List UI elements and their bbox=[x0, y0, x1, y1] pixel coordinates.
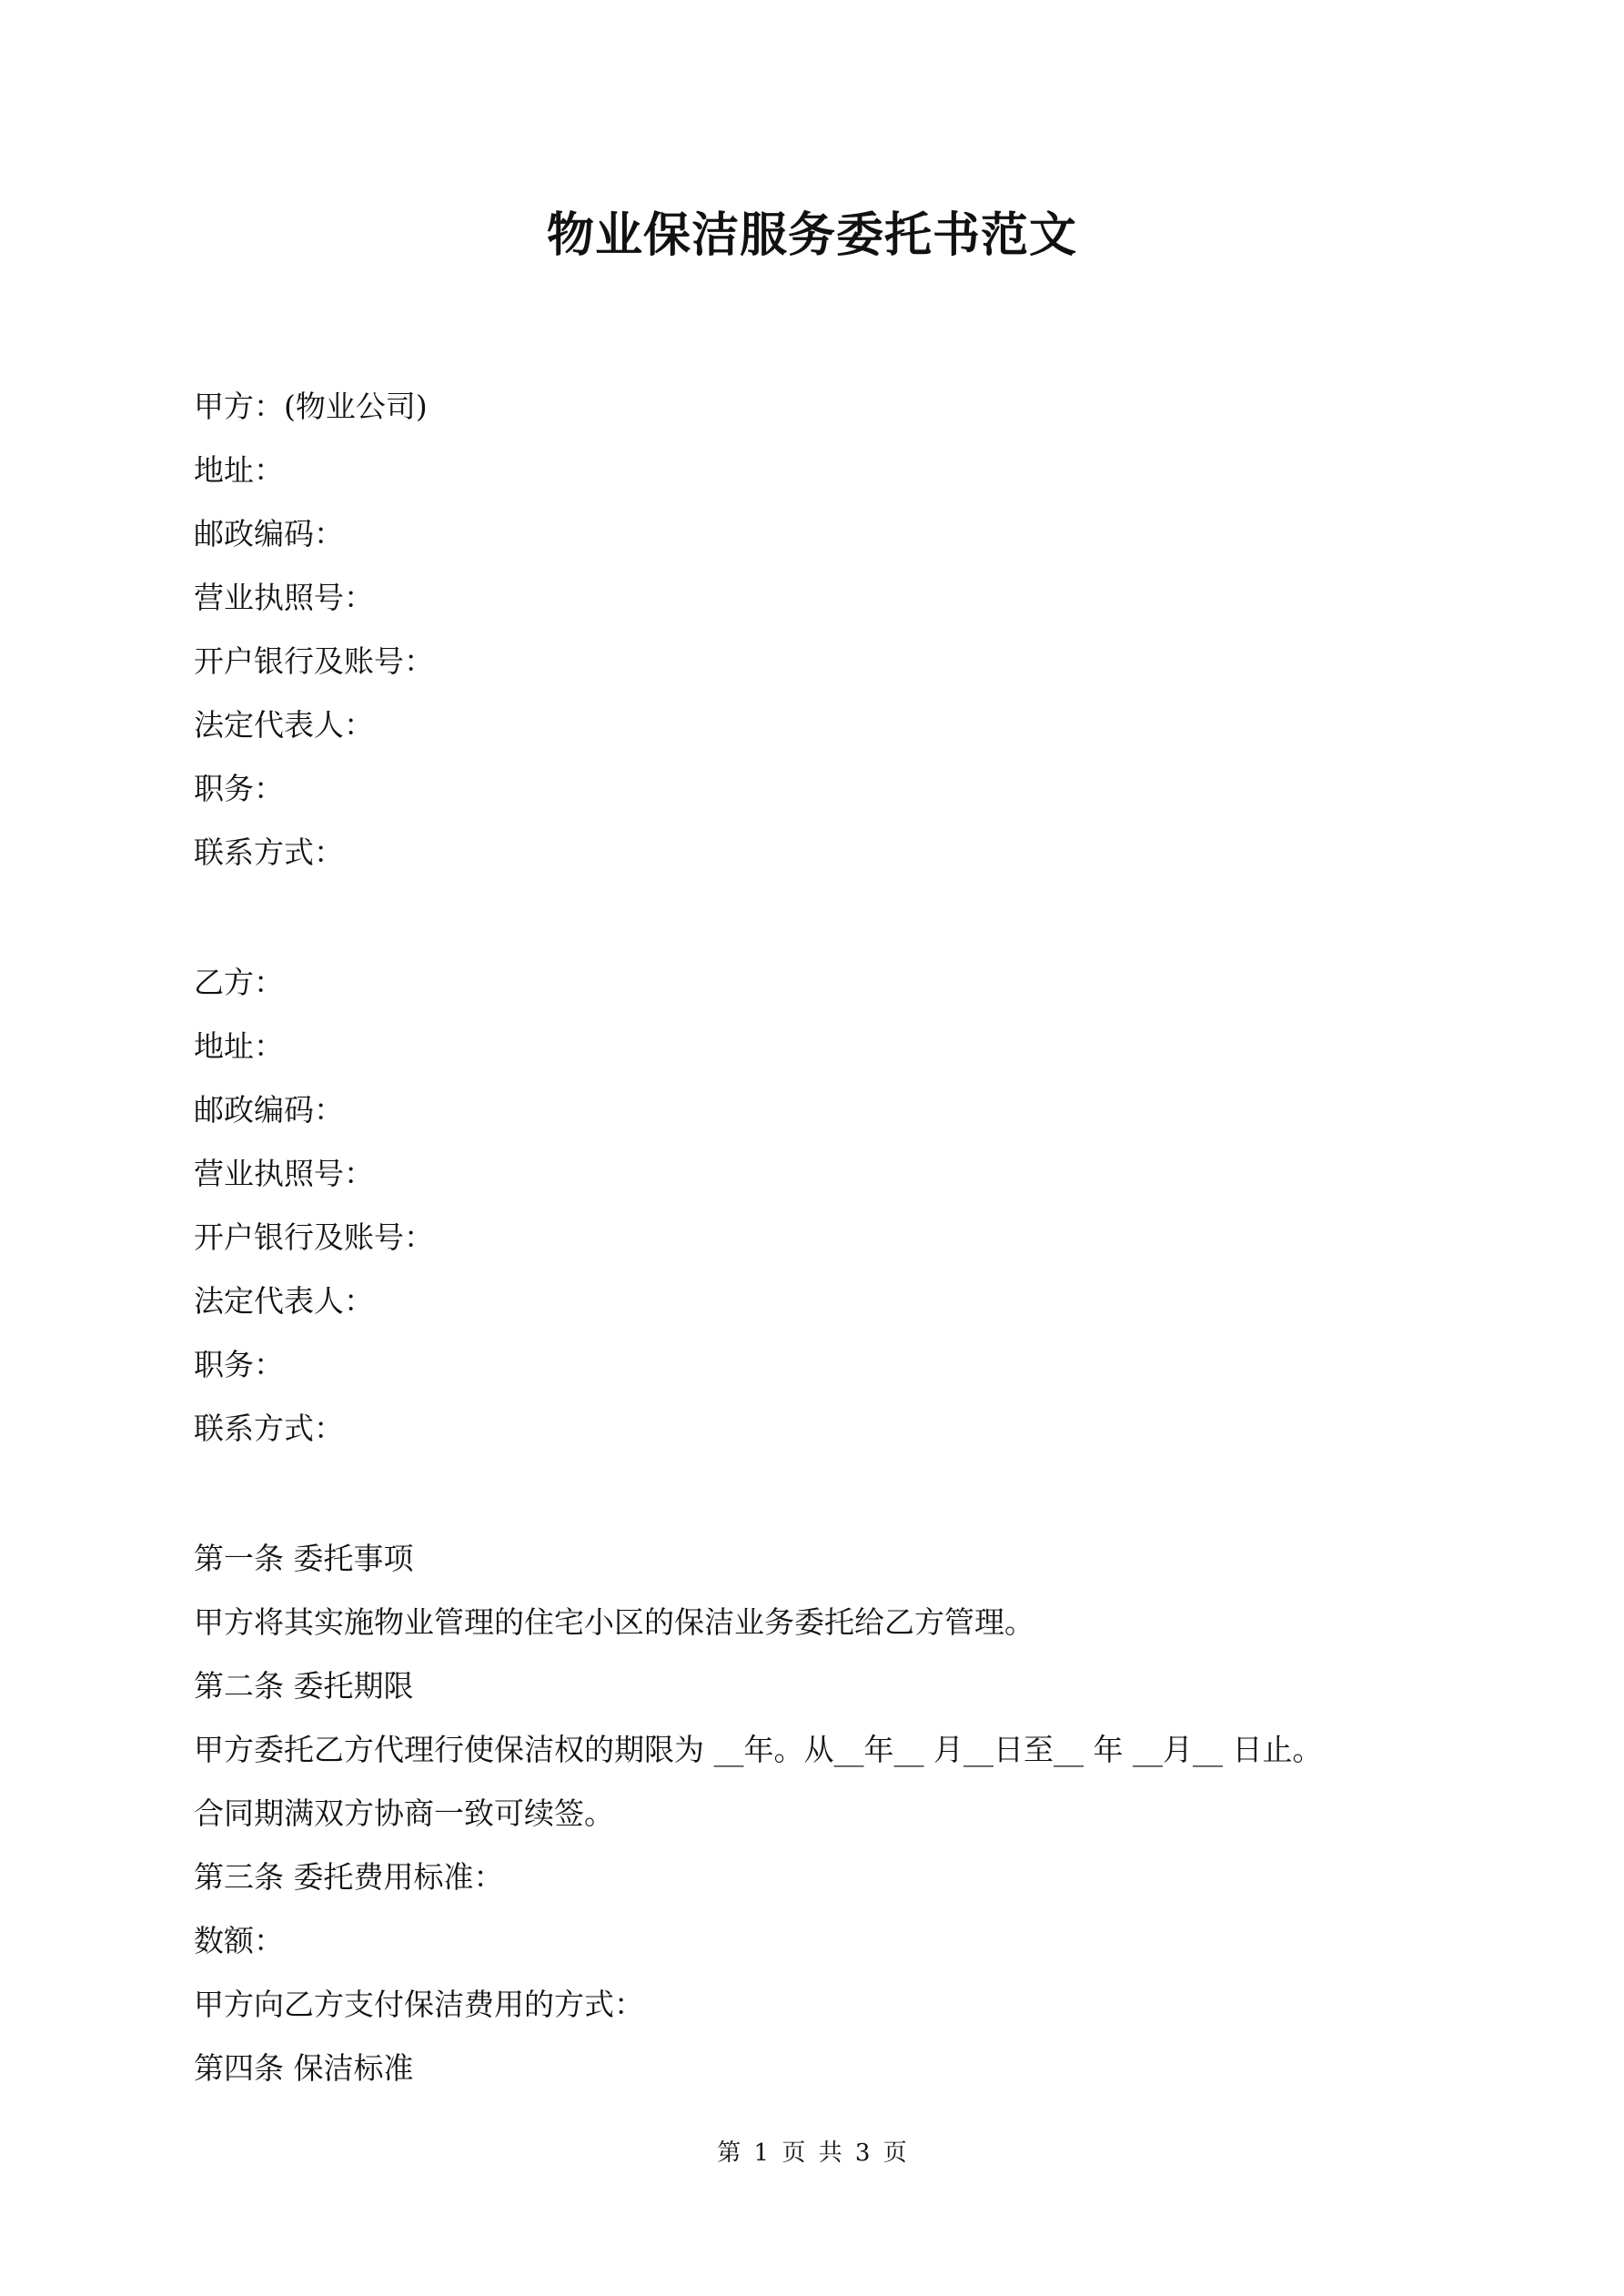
party-b-address: 地址： bbox=[194, 1028, 284, 1064]
party-b-position: 职务： bbox=[194, 1347, 284, 1382]
party-a-address: 地址： bbox=[194, 452, 284, 488]
party-a-position: 职务： bbox=[194, 771, 284, 806]
party-a-section bbox=[194, 375, 1468, 885]
party-a-heading: 甲方：(物业公司) bbox=[194, 389, 428, 424]
clause-1-text: 甲方将其实施物业管理的住宅小区的保洁业务委托给乙方管理。 bbox=[194, 1604, 1034, 1640]
clause-2-text-continued: 合同期满双方协商一致可续签。 bbox=[194, 1795, 614, 1831]
clauses-section bbox=[194, 1527, 1468, 2100]
clause-3-amount: 数额： bbox=[194, 1923, 284, 1958]
page-footer: 第 1 页 共 3 页 bbox=[717, 2139, 907, 2167]
document-title: 物业保洁服务委托书范文 bbox=[546, 207, 1077, 263]
party-b-license: 营业执照号： bbox=[194, 1156, 374, 1191]
clause-3-method: 甲方向乙方支付保洁费用的方式： bbox=[194, 1987, 644, 2022]
clause-4-title: 第四条 保洁标准 bbox=[194, 2050, 414, 2086]
party-b-bank: 开户银行及账号： bbox=[194, 1219, 434, 1255]
party-a-license: 营业执照号： bbox=[194, 580, 374, 615]
party-b-section bbox=[194, 951, 1468, 1461]
party-a-contact: 联系方式： bbox=[194, 834, 344, 870]
clause-3-title: 第三条 委托费用标准： bbox=[194, 1859, 504, 1895]
clause-2-title: 第二条 委托期限 bbox=[194, 1668, 414, 1704]
party-a-bank: 开户银行及账号： bbox=[194, 643, 434, 679]
party-b-legal-rep: 法定代表人： bbox=[194, 1283, 374, 1319]
clause-2-text: 甲方委托乙方代理行使保洁权的期限为 __年。从__年__ 月__日至__ 年 __月__ 日止。 bbox=[194, 1732, 1323, 1767]
party-b-postcode: 邮政编码： bbox=[194, 1092, 344, 1128]
party-a-legal-rep: 法定代表人： bbox=[194, 707, 374, 743]
party-a-postcode: 邮政编码： bbox=[194, 516, 344, 551]
party-b-contact: 联系方式： bbox=[194, 1411, 344, 1446]
party-b-heading: 乙方： bbox=[194, 965, 284, 1000]
clause-1-title: 第一条 委托事项 bbox=[194, 1541, 414, 1576]
